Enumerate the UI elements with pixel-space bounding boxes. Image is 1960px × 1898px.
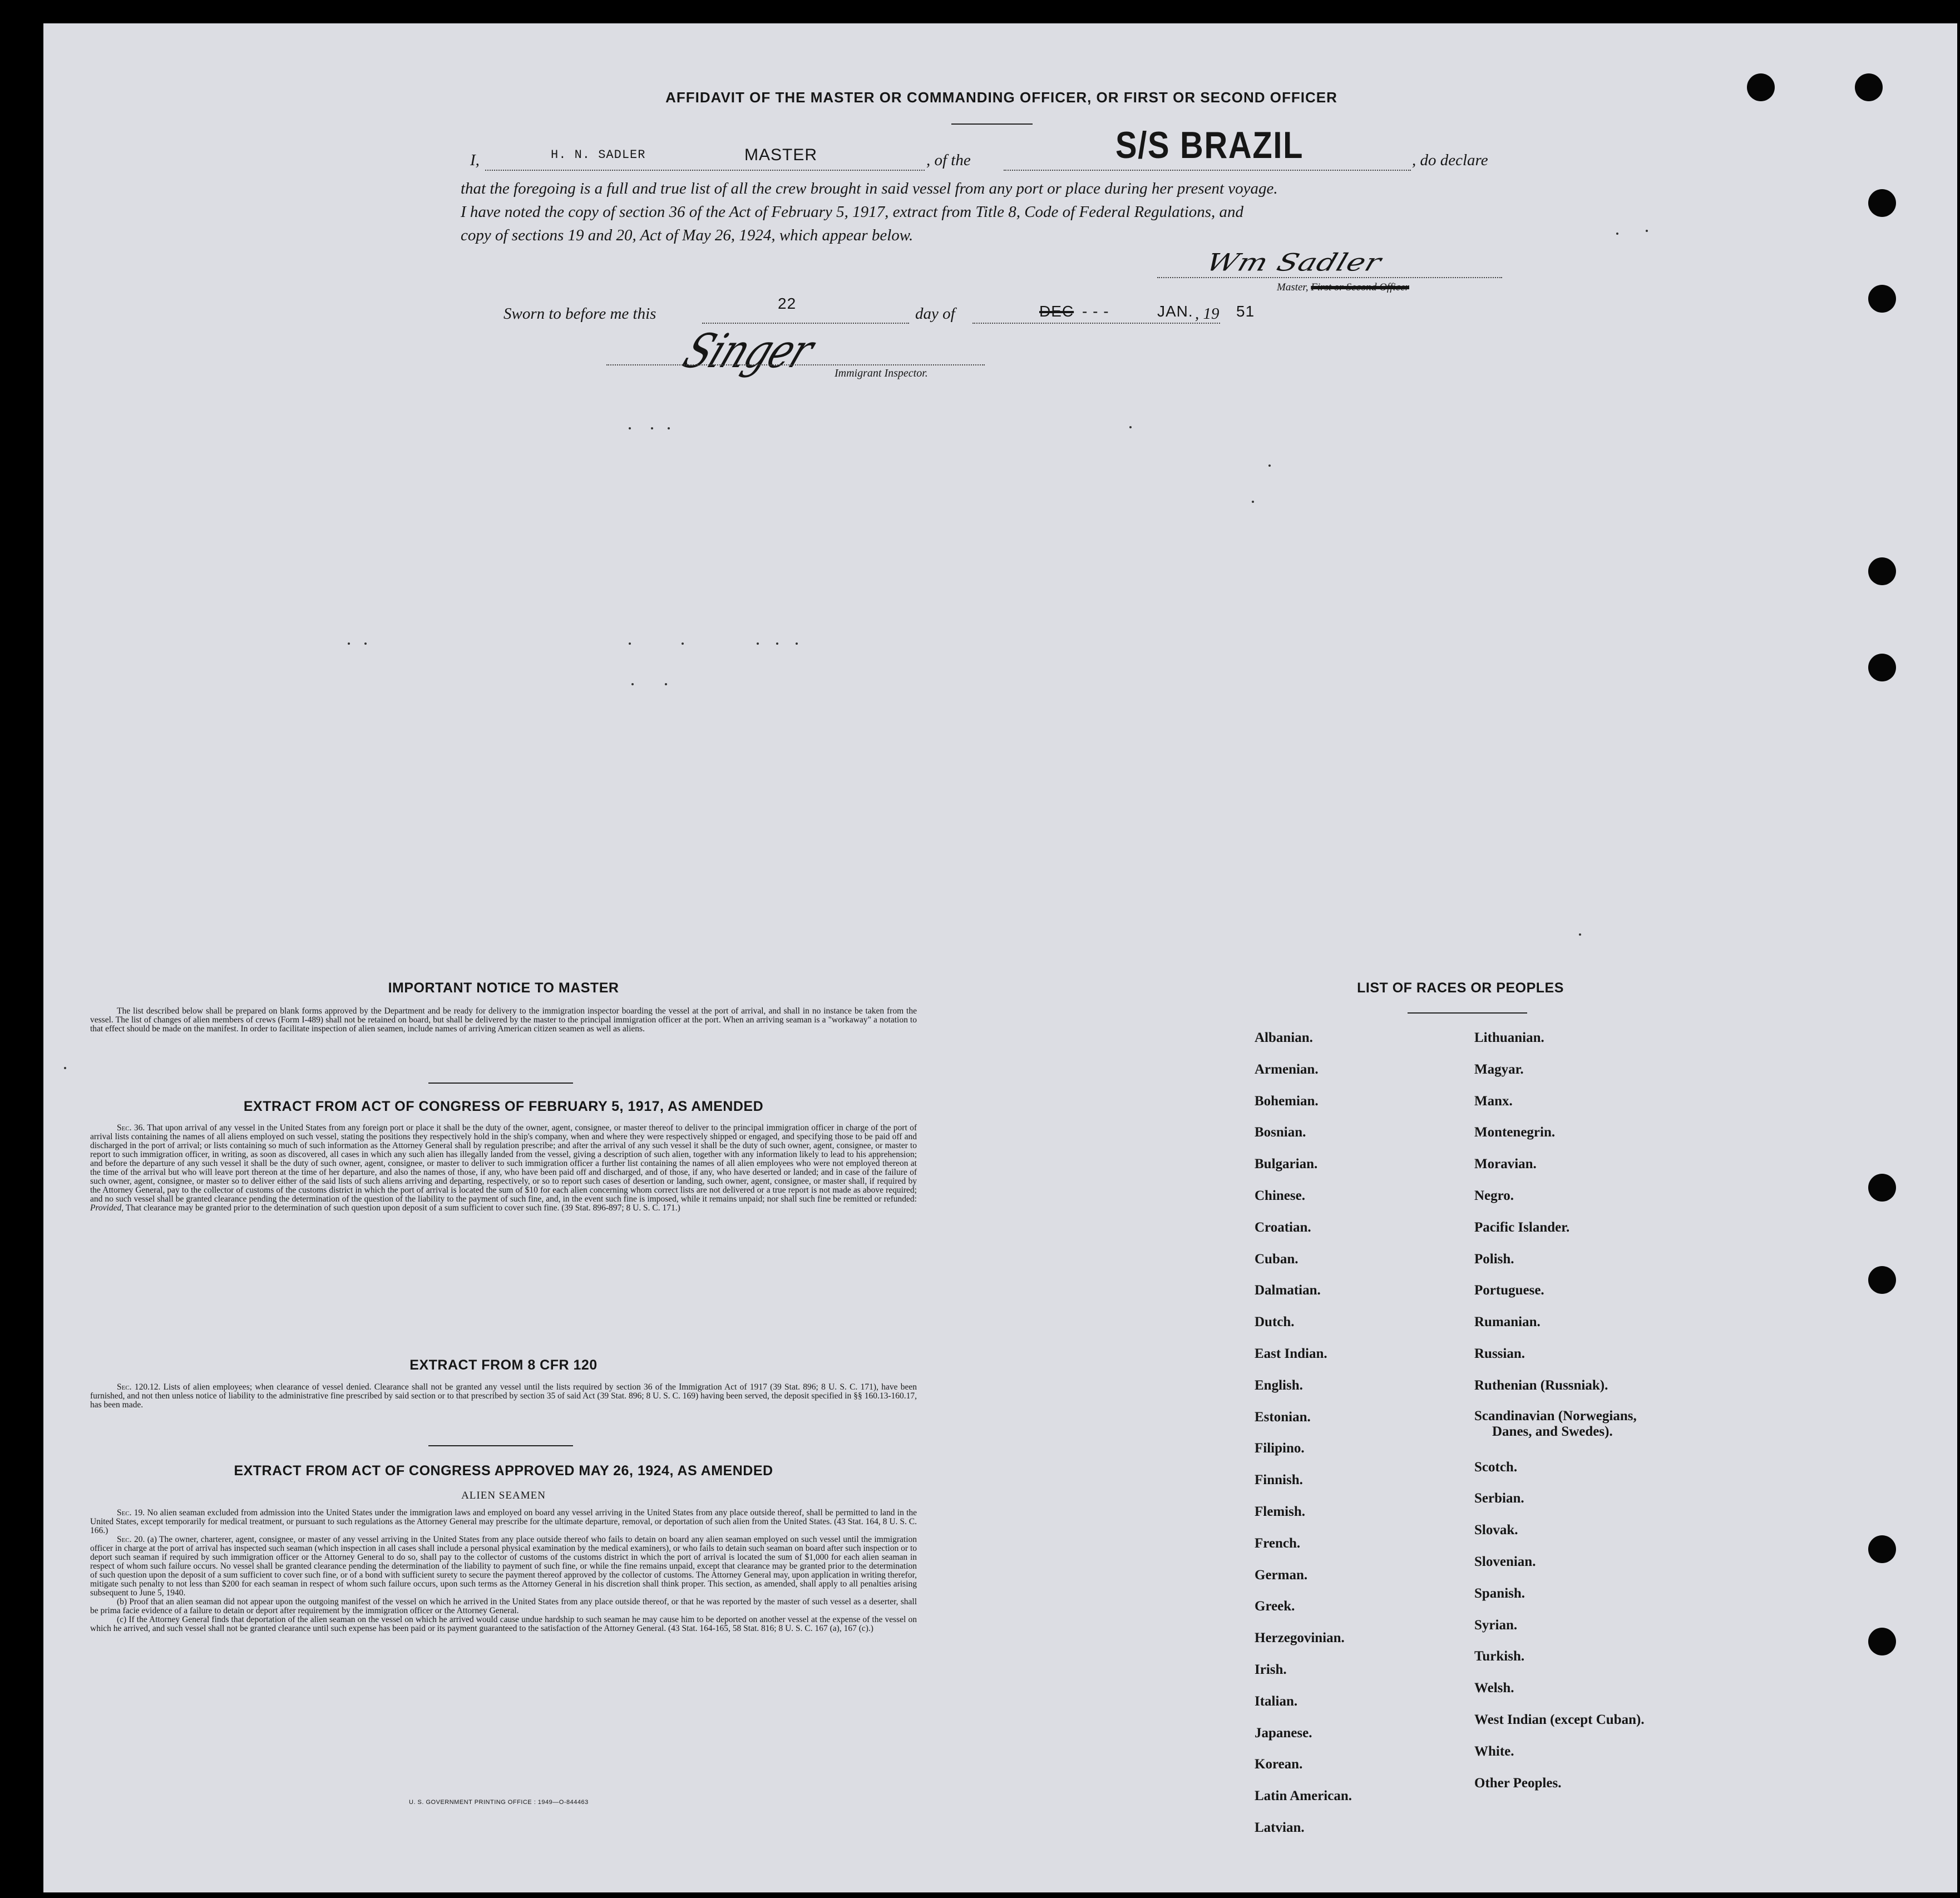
affidavit-line: I have noted the copy of section 36 of the Act of February 5, 1917, extract from Title 8, Code of Federal Regulations, and	[461, 203, 1244, 221]
punch-hole	[1868, 1628, 1896, 1655]
speck	[682, 642, 684, 645]
speck	[629, 642, 631, 645]
race-item: Lithuanian.	[1474, 1030, 1544, 1045]
master-name-line	[485, 170, 925, 171]
day-of-label: day of	[915, 305, 955, 323]
race-item: German.	[1255, 1567, 1308, 1583]
race-item: Chinese.	[1255, 1188, 1305, 1203]
race-item: Japanese.	[1255, 1725, 1312, 1741]
race-item: Portuguese.	[1474, 1283, 1544, 1298]
race-item: Herzegovinian.	[1255, 1630, 1345, 1646]
race-item: Bosnian.	[1255, 1125, 1306, 1140]
race-item: Manx.	[1474, 1093, 1513, 1109]
extract-1924-title: EXTRACT FROM ACT OF CONGRESS APPROVED MAY 26, 1924, AS AMENDED	[234, 1463, 773, 1479]
speck	[776, 642, 778, 645]
punch-hole	[1868, 1174, 1896, 1202]
speck	[1268, 464, 1271, 467]
race-item: Slovenian.	[1474, 1554, 1536, 1569]
year-suffix: 51	[1236, 303, 1255, 320]
speck	[631, 683, 634, 685]
year-prefix: , 19	[1195, 305, 1220, 323]
race-item: Syrian.	[1474, 1617, 1518, 1633]
month: JAN.	[1157, 303, 1193, 320]
races-column-1	[1255, 1022, 1352, 1844]
affidavit-line: copy of sections 19 and 20, Act of May 26, 1924, which appear below.	[461, 226, 914, 244]
affidavit-statement	[461, 177, 1512, 247]
speck	[1579, 933, 1581, 936]
divider	[428, 1445, 573, 1446]
race-item: Armenian.	[1255, 1061, 1319, 1077]
affidavit-title: AFFIDAVIT OF THE MASTER OR COMMANDING OFFICER, OR FIRST OR SECOND OFFICER	[665, 89, 1337, 106]
race-item: White.	[1474, 1743, 1514, 1759]
vessel-name: S/S BRAZIL	[1115, 124, 1304, 166]
race-item: Estonian.	[1255, 1409, 1311, 1425]
speck	[668, 427, 670, 429]
race-item: Bohemian.	[1255, 1093, 1319, 1109]
race-item: Turkish.	[1474, 1649, 1525, 1664]
affidavit-line: that the foregoing is a full and true list of all the crew brought in said vessel from any port or place during her present voyage.	[461, 180, 1278, 197]
punch-hole	[1747, 73, 1775, 101]
speck	[796, 642, 798, 645]
race-item: Montenegrin.	[1474, 1125, 1556, 1140]
punch-hole	[1868, 557, 1896, 585]
speck	[1646, 230, 1648, 232]
speck	[665, 683, 667, 685]
race-item: Spanish.	[1474, 1585, 1525, 1601]
race-item: Ruthenian (Russniak).	[1474, 1377, 1608, 1393]
race-item: Korean.	[1255, 1757, 1303, 1772]
master-signature-line	[1157, 277, 1502, 278]
race-item: Croatian.	[1255, 1219, 1311, 1235]
notice-text: The list described below shall be prepared on blank forms approved by the Department and be ready for delivery to the immigration inspector boarding the vessel at the port of arrival, and shall in no instance be taken from the vessel. The list of changes of alien members of crews (Form I-489) shall not be retained on board, but shall be delivered by the master to the principal immigration officer at the port. When an arriving seaman is a "workaway" a notation to that effect should be made on the manifest. In order to facilitate inspection of alien seamen, include names of arriving American citizen seamen as well as aliens.	[90, 1006, 917, 1034]
month-dash: - - -	[1082, 303, 1109, 320]
inspector-caption: Immigrant Inspector.	[835, 367, 928, 379]
sworn-day: 22	[778, 295, 797, 312]
race-item: Greek.	[1255, 1599, 1295, 1614]
speck	[348, 642, 350, 645]
race-item: Filipino.	[1255, 1441, 1305, 1456]
month-line	[972, 323, 1220, 324]
race-item: Italian.	[1255, 1693, 1298, 1709]
alien-seamen-subtitle: ALIEN SEAMEN	[461, 1490, 546, 1501]
race-item: Irish.	[1255, 1662, 1287, 1677]
divider	[428, 1083, 573, 1084]
inspector-signature: Singer	[675, 324, 821, 378]
master-rank: MASTER	[744, 146, 818, 164]
extract-1917-title: EXTRACT FROM ACT OF CONGRESS OF FEBRUARY 5, 1917, AS AMENDED	[243, 1099, 764, 1114]
race-item: Negro.	[1474, 1188, 1514, 1203]
master-name: H. N. SADLER	[551, 148, 646, 162]
race-item: Bulgarian.	[1255, 1156, 1318, 1172]
race-item: English.	[1255, 1377, 1303, 1393]
punch-hole	[1868, 189, 1896, 217]
title-rule	[951, 123, 1033, 125]
races-title-rule	[1408, 1012, 1527, 1014]
punch-hole	[1868, 1535, 1896, 1563]
speck	[1252, 501, 1254, 503]
race-item: Dalmatian.	[1255, 1283, 1321, 1298]
extract-1917-text: Sec. 36. That upon arrival of any vessel in the United States from any foreign port or place it shall be the duty of the owner, agent, consignee, or master thereof to deliver to the principal immigration officer in charge of the port of arrival lists containing the names of all aliens employed on such vessel, stating the positions they respectively hold in the ship's company, when and where they were respectively shipped or engaged, and specifying those to be paid off and discharged in the port of arrival; or lists containing so much of such information as the Attorney General shall by regulation prescribe; and after the arrival of any such vessel it shall be the duty of such owner, agent, consignee, or master to report to such immigration officer, in writing, as soon as discovered, all cases in which any such alien has illegally landed from the vessel, giving a description of such alien, together with any information likely to lead to his apprehension; and before the departure of any such vessel it shall be the duty of such owner, agent, consignee, or master to deliver to such immigration officer a further list containing the names of all alien employees who were not employed thereon at the time of the arrival but who will leave port thereon at the time of her departure, and also the names of those, if any, who have been paid off and discharged, and of those, if any, who have deserted or landed; and in case of the failure of such owner, agent, consignee, or master so to deliver either of the said lists of such aliens arriving and departing, respectively, or so to report such cases of desertion or landing, such owner, agent, consignee, or master shall, if required by the Attorney General, pay to the collector of customs of the customs district in which the port of arrival is located the sum of $10 for each alien concerning whom correct lists are not delivered or a true report is not made as above required; and no such vessel shall be granted clearance pending the determination of the question of the liability to the payment of such fine, and, in the event such fine is imposed, while it remains unpaid; nor shall such fine be remitted or refunded: Provided, That clearance may be granted prior to the determination of such question upon deposit of a sum sufficient to cover such fine. (39 Stat. 896-897; 8 U. S. C. 171.)	[90, 1123, 917, 1213]
of-the-label: , of the	[926, 151, 971, 169]
race-item: Serbian.	[1474, 1491, 1524, 1506]
extract-1924-text: Sec. 19. No alien seaman excluded from admission into the United States under the immigration laws and employed on board any vessel arriving in the United States from any place outside thereof, shall be permitted to land in the United States, except temporarily for medical treatment, or pursuant to such regulations as the Attorney General may prescribe for the ultimate departure, removal, or deportation of such alien from the United States. (43 Stat. 164, 8 U. S. C. 166.) Sec. 20. (a) The owner, charterer, agent, consignee, or master of any vessel arriving in the United States from any place outside thereof who fails to detain on board any alien seaman employed on such vessel until the immigration officer in charge at the port of arrival has inspected such seaman (which inspection in all cases shall include a personal physical examination by the medical examiners), or who fails to detain such seaman on board after such inspection or to deport such seaman if required by such immigration officer or the Attorney General to do so, shall pay to the collector of customs of the customs district in which the port of arrival is located the sum of $1,000 for each alien seaman in respect of whom such failure occurs. No vessel shall be granted clearance pending the determination of the liability to payment of such fine, or while the fine remains unpaid, except that clearance may be granted prior to the determination of such question upon the deposit of a sum sufficient to cover such fine, or of a bond with sufficient surety to secure the payment thereof approved by the collector of customs. The Attorney General may, upon application in writing therefor, mitigate such penalty to not less than $200 for each seaman in respect of whom such failure occurs, upon such terms as the Attorney General in his discretion shall think proper. This section, as amended, shall apply to all penalties arising subsequent to June 5, 1940. (b) Proof that an alien seaman did not appear upon the outgoing manifest of the vessel on which he arrived in the United States from any place outside thereof, or that he was reported by the master of such vessel as a deserter, shall be prima facie evidence of a failure to detain or deport after requirement by the immigration officer or the Attorney General. (c) If the Attorney General finds that deportation of the alien seaman on the vessel on which he arrived would cause undue hardship to such seaman he may cause him to be deported on another vessel at the expense of the vessel on which he arrived, and such vessel shall not be granted clearance until such expense has been paid or its payment guaranteed to the satisfaction of the Attorney General. (43 Stat. 164-165, 58 Stat. 816; 8 U. S. C. 167 (a), 167 (c).)	[90, 1508, 917, 1633]
race-item: Cuban.	[1255, 1251, 1299, 1267]
race-item: Polish.	[1474, 1251, 1514, 1267]
race-item: French.	[1255, 1535, 1301, 1551]
speck	[629, 427, 631, 429]
do-declare-label: , do declare	[1412, 151, 1488, 169]
inspector-signature-line	[606, 364, 985, 365]
race-item: Welsh.	[1474, 1680, 1514, 1696]
race-item: Latvian.	[1255, 1820, 1305, 1835]
races-column-2	[1474, 1022, 1645, 1799]
race-item: East Indian.	[1255, 1346, 1327, 1361]
printing-office-imprint: U. S. GOVERNMENT PRINTING OFFICE : 1949—O-844463	[409, 1799, 589, 1806]
notice-title: IMPORTANT NOTICE TO MASTER	[388, 980, 619, 996]
speck	[757, 642, 759, 645]
i-label: I,	[470, 151, 480, 169]
punch-hole	[1868, 1266, 1896, 1294]
race-item: Russian.	[1474, 1346, 1525, 1361]
master-signature: Wm Sadler	[1202, 248, 1385, 276]
vessel-line	[1004, 170, 1411, 171]
speck	[1129, 426, 1132, 428]
punch-hole	[1868, 654, 1896, 681]
race-item: Latin American.	[1255, 1788, 1352, 1804]
sworn-label: Sworn to before me this	[503, 305, 656, 323]
punch-hole	[1868, 285, 1896, 313]
race-item: Dutch.	[1255, 1314, 1295, 1330]
speck	[651, 427, 653, 429]
race-item: Scandinavian (Norwegians, Danes, and Swedes).	[1474, 1408, 1637, 1439]
master-caption: Master, First or Second Officer	[1277, 281, 1410, 293]
races-title: LIST OF RACES OR PEOPLES	[1357, 980, 1564, 996]
race-item: Flemish.	[1255, 1504, 1305, 1519]
month-struck: DEC	[1039, 303, 1074, 320]
race-item: Finnish.	[1255, 1472, 1303, 1488]
struck-officer-caption: First or Second Officer	[1311, 281, 1410, 293]
speck	[1616, 233, 1618, 235]
race-item: Moravian.	[1474, 1156, 1537, 1172]
race-item: Scotch.	[1474, 1459, 1518, 1475]
race-item: West Indian (except Cuban).	[1474, 1712, 1645, 1727]
speck	[64, 1067, 66, 1069]
race-item: Albanian.	[1255, 1030, 1313, 1045]
extract-cfr-text: Sec. 120.12. Lists of alien employees; when clearance of vessel denied. Clearance shall not be granted any vessel until the lists required by section 36 of the Immigration Act of 1917 (39 Stat. 896; 8 U. S. C. 171), have been furnished, and not then unless notice of liability to the administrative fine prescribed by said section or to that prescribed by section 35 of said Act (39 Stat. 896; 8 U. S. C. 169) having been served, the deposit specified in §§ 160.13-160.17, has been made.	[90, 1382, 917, 1410]
race-item: Pacific Islander.	[1474, 1219, 1570, 1235]
race-item: Magyar.	[1474, 1061, 1524, 1077]
extract-cfr-title: EXTRACT FROM 8 CFR 120	[409, 1357, 598, 1373]
punch-hole	[1855, 73, 1883, 101]
race-item: Other Peoples.	[1474, 1775, 1562, 1791]
race-item: Rumanian.	[1474, 1314, 1541, 1330]
speck	[364, 642, 367, 645]
race-item: Slovak.	[1474, 1523, 1518, 1538]
